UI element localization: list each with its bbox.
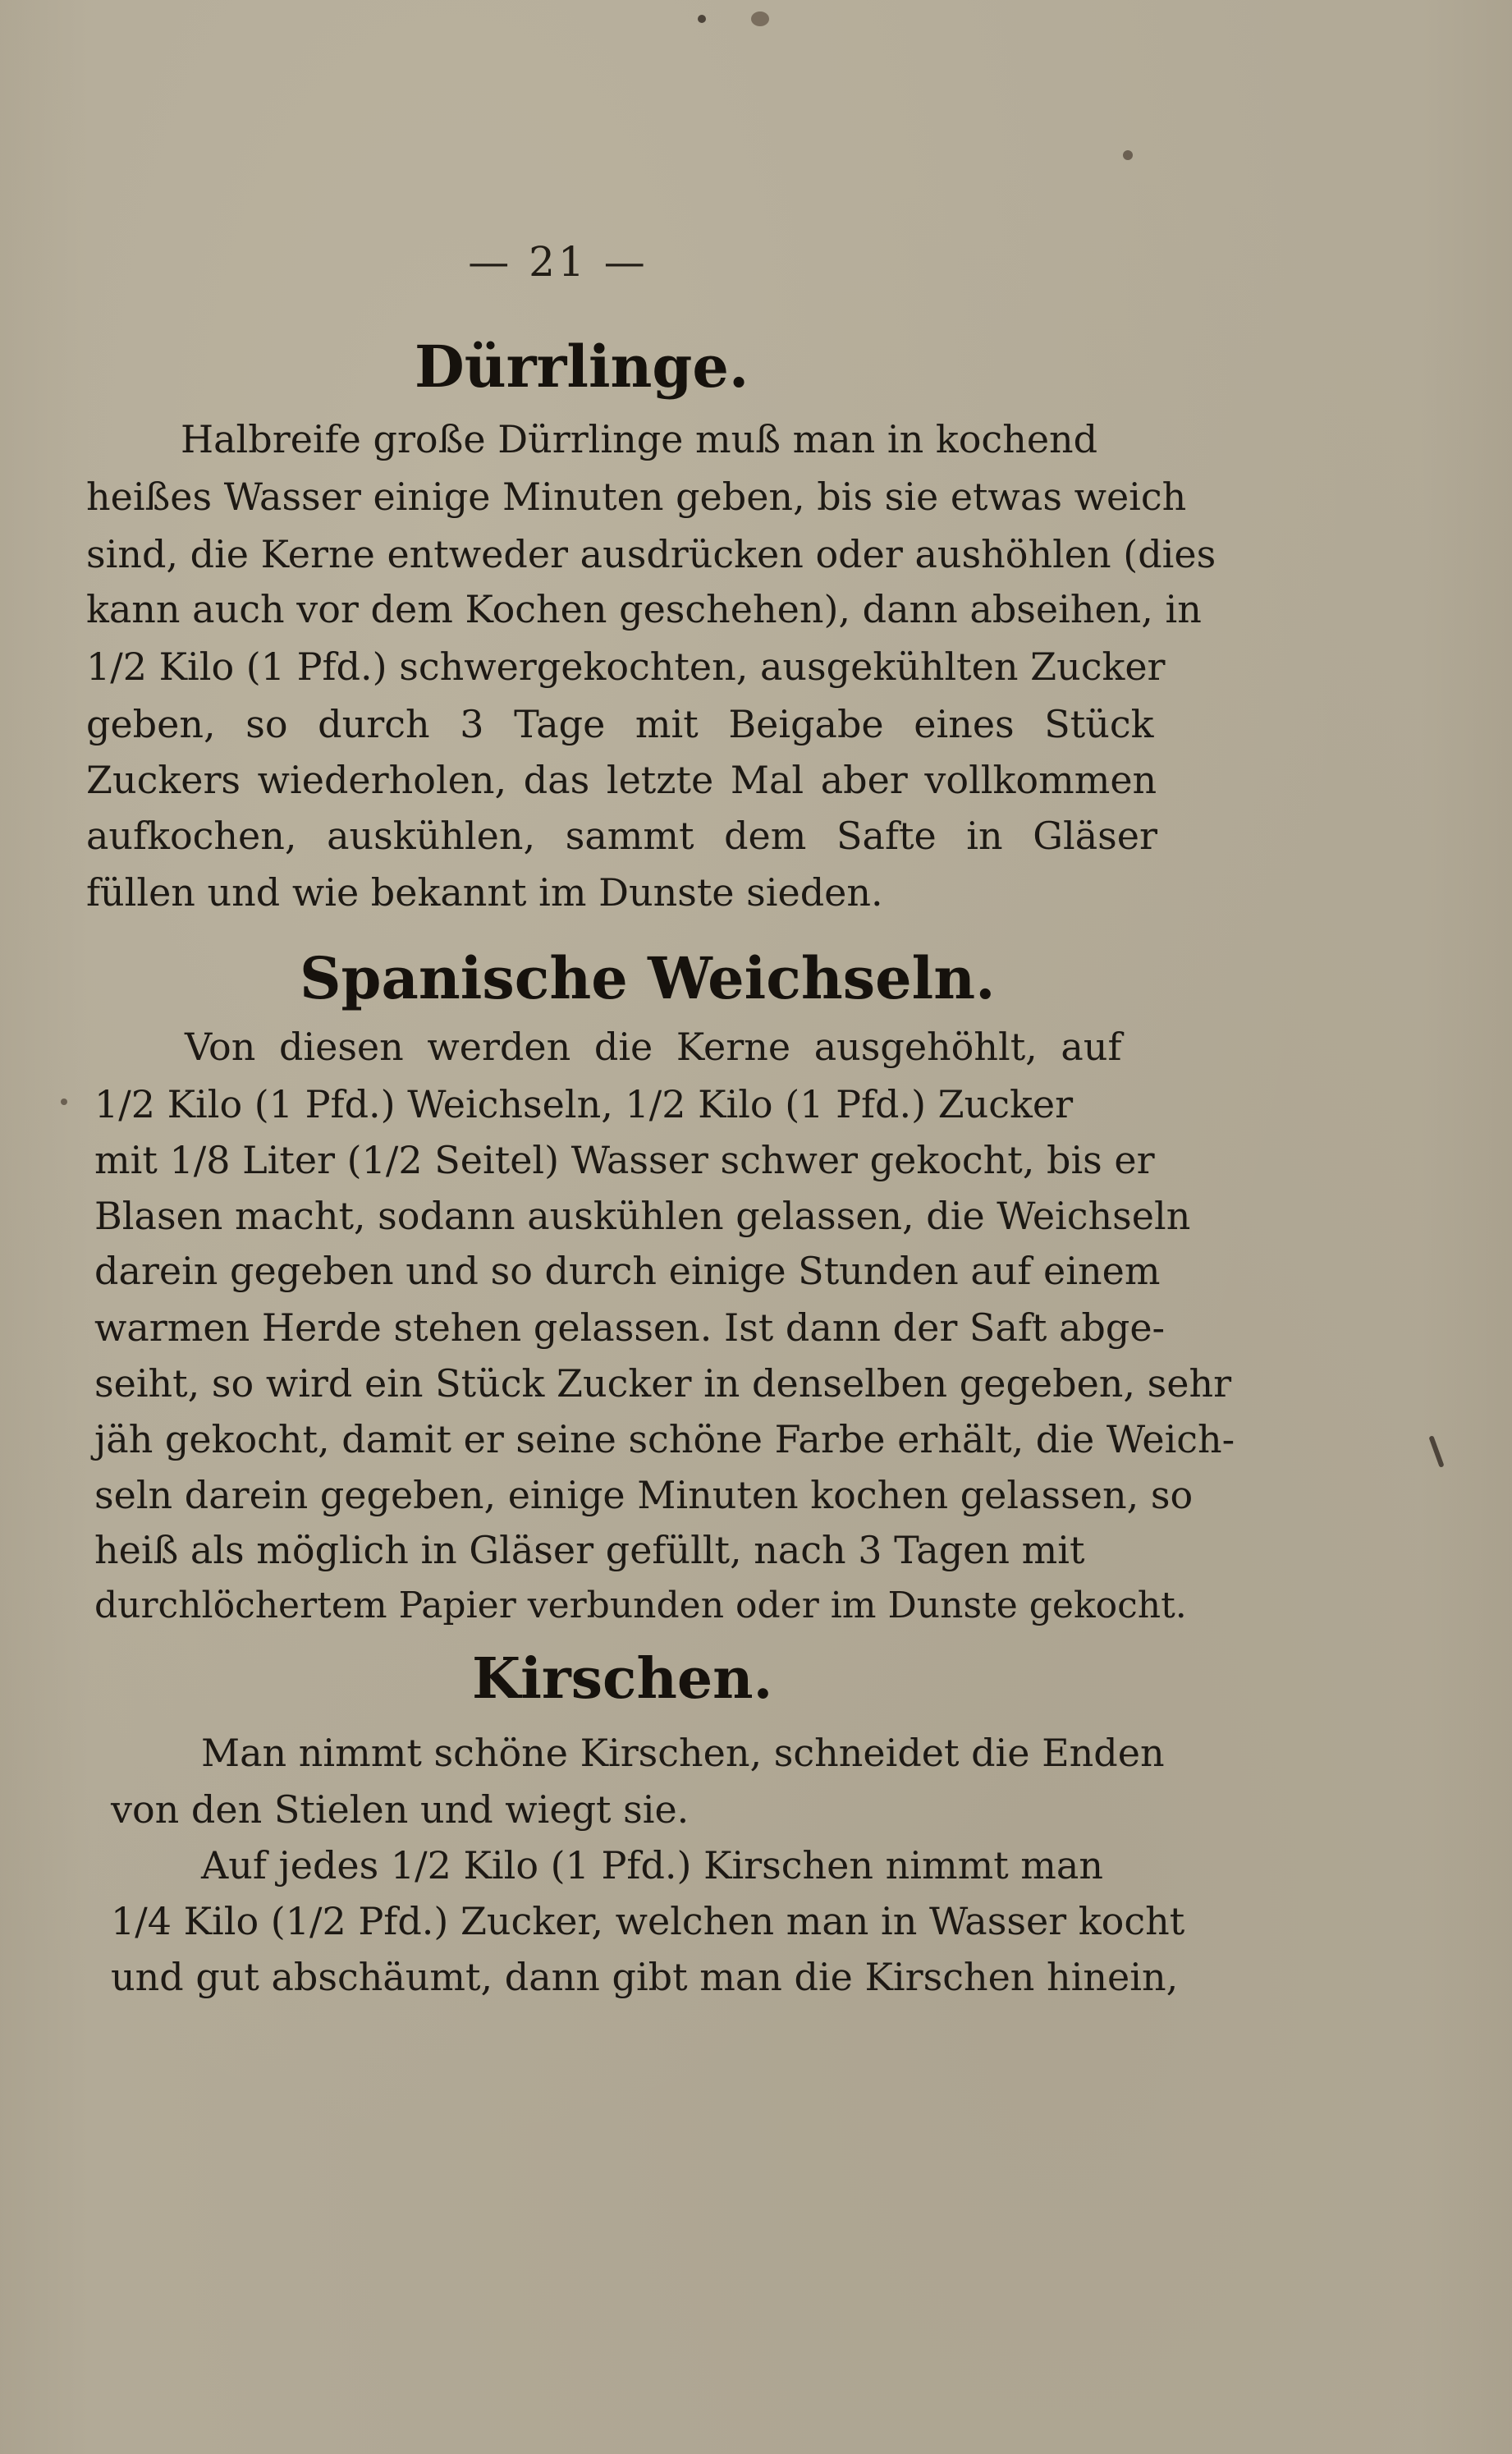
text-line: Blasen macht, sodann auskühlen gelassen, die Weichseln <box>94 1194 1191 1238</box>
text-line: kann auch vor dem Kochen geschehen), dann abseihen, in <box>86 587 1202 631</box>
text-line: heißes Wasser einige Minuten geben, bis sie etwas weich <box>86 475 1187 519</box>
paper-speck <box>751 11 769 26</box>
text-line: 1/4 Kilo (1/2 Pfd.) Zucker, welchen man in Wasser kocht <box>111 1899 1185 1943</box>
paper-speck <box>698 15 706 23</box>
text-line: warmen Herde stehen gelassen. Ist dann der Saft abge- <box>94 1305 1166 1350</box>
section-heading-duerrlinge: Dürrlinge. <box>415 333 749 401</box>
text-line: darein gegeben und so durch einige Stunden auf einem <box>94 1249 1161 1293</box>
text-line: 1/2 Kilo (1 Pfd.) schwergekochten, ausgekühlten Zucker <box>86 644 1166 689</box>
text-line: füllen und wie bekannt im Dunste sieden. <box>86 870 883 915</box>
text-line: aufkochen, auskühlen, sammt dem Safte in Gläser <box>86 814 1157 858</box>
text-line: Zuckers wiederholen, das letzte Mal aber vollkommen <box>86 758 1157 802</box>
text-line: seiht, so wird ein Stück Zucker in denselben gegeben, sehr <box>94 1361 1232 1406</box>
paper-speck <box>61 1099 67 1105</box>
text-line: seln darein gegeben, einige Minuten kochen gelassen, so <box>94 1473 1194 1517</box>
text-line: Man nimmt schöne Kirschen, schneidet die Enden <box>201 1731 1165 1775</box>
text-line: und gut abschäumt, dann gibt man die Kirschen hinein, <box>111 1955 1179 1999</box>
paper-speck <box>1123 150 1133 160</box>
text-line: heiß als möglich in Gläser gefüllt, nach 3 Tagen mit <box>94 1528 1085 1572</box>
text-line: durchlöchertem Papier verbunden oder im Dunste gekocht. <box>94 1585 1187 1626</box>
section-heading-spanische-weichseln: Spanische Weichseln. <box>300 944 996 1012</box>
paper-speck <box>1428 1435 1444 1468</box>
text-line: von den Stielen und wiegt sie. <box>111 1787 690 1832</box>
text-line: Von diesen werden die Kerne ausgehöhlt, auf <box>185 1025 1122 1069</box>
text-line: Auf jedes 1/2 Kilo (1 Pfd.) Kirschen nimmt man <box>201 1843 1103 1888</box>
text-line: sind, die Kerne entweder ausdrücken oder aushöhlen (dies <box>86 532 1216 576</box>
text-line: jäh gekocht, damit er seine schöne Farbe erhält, die Weich- <box>94 1417 1235 1461</box>
text-line: geben, so durch 3 Tage mit Beigabe eines Stück <box>86 702 1154 746</box>
text-line: Halbreife große Dürrlinge muß man in kochend <box>181 417 1098 461</box>
page-number: — 21 — <box>468 238 648 286</box>
text-line: 1/2 Kilo (1 Pfd.) Weichseln, 1/2 Kilo (1 Pfd.) Zucker <box>94 1082 1074 1126</box>
section-heading-kirschen: Kirschen. <box>472 1646 773 1712</box>
text-line: mit 1/8 Liter (1/2 Seitel) Wasser schwer gekocht, bis er <box>94 1138 1155 1182</box>
